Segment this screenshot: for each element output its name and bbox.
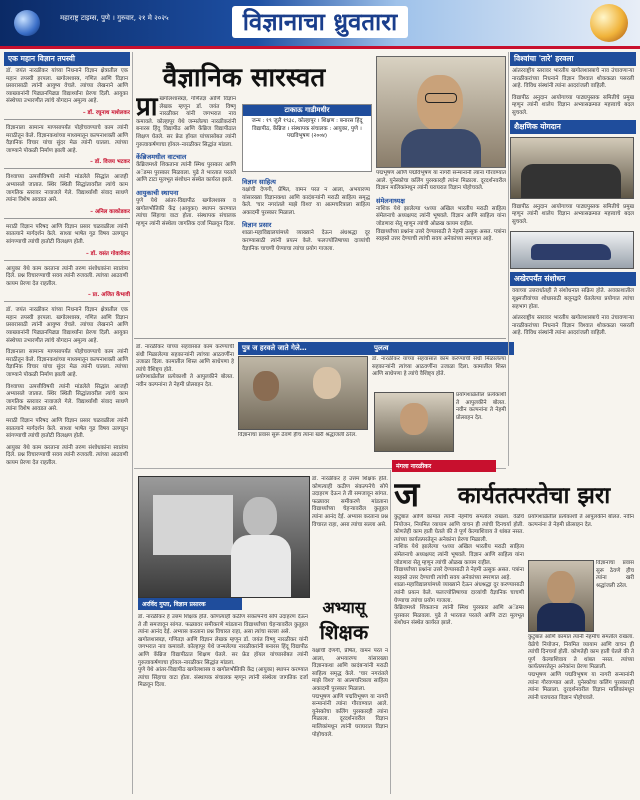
portrait-photo-small [374, 392, 454, 452]
author-tag: अरविंद गुप्ता, विज्ञान प्रसारक [138, 598, 242, 610]
author-tag: मंगला नारळीकर [392, 460, 496, 472]
section-divider [134, 338, 506, 339]
subhead: विज्ञान प्रसार [242, 221, 272, 230]
column-divider [390, 470, 391, 794]
left-section-body: विश्वाच्या उत्पत्तीविषयी त्यांनी मांडलेले सिद्धांत आजही अभ्यासले जातात. स्थिर स्थिती सिद्धांतावरील त्यांचे काम जागतिक स्तरावर नावाजले गेले. विद्यार्थ्यांशी संवाद साधणे त्यांना विशेष आवडत असे. [6, 174, 128, 204]
subhead: संमेलनाध्यक्ष [376, 196, 405, 205]
article-column [242, 174, 370, 334]
article-text: शाळा-महाविद्यालयांमध्ये व्याख्याने देऊन अंधश्रद्धा दूर करण्यासाठी त्यांनी प्रयत्न केले. फलज्योतिषाच्या दाव्यांची वैज्ञानिक चाचणी घेण्याचा त्यांचा प्रयोग गाजला. [394, 582, 524, 604]
left-section-body: मराठी विज्ञान परिषद आणि विज्ञान प्रसार चळवळीला त्यांनी सातत्याने मार्गदर्शन केले. साध्या भाषेत गूढ विषय उलगडून सांगण्याची त्यांची हातोटी विलक्षण होती. [6, 418, 128, 440]
article-column [138, 614, 308, 794]
right-section-body: वयाच्या उत्तरार्धातही ते संशोधनात सक्रिय होते. अवकाशातील सूक्ष्मजीवांच्या शोधासाठी बलूनद्वारे घेतलेल्या प्रयोगात त्यांचा सहभाग होता. [512, 288, 634, 310]
article-column [372, 356, 506, 390]
article-text: पुणे येथे आंतर-विद्यापीठ खगोलशास्त्र व खगोलभौतिकी केंद्र (आयुका) स्थापन करण्यात त्यांचा सिंहाचा वाटा होता. संस्थापक संचालक म्हणून त्यांनी संस्थेला जागतिक दर्जा मिळवून दिला. [136, 197, 236, 227]
right-section-body: आंतरराष्ट्रीय स्तरावर भारतीय खगोलशास्त्राचे नाव उंचावणाऱ्या नारळीकरांच्या निधनाने विज्ञान विश्वात शोककळा पसरली आहे. विविध संस्थांनी त्यांना आदरांजली वाहिली. [512, 68, 634, 90]
right-section-body: विद्यापीठ अनुदान आयोगाच्या पाठ्यपुस्तक समितीचे प्रमुख म्हणून त्यांनी शालेय विज्ञान अभ्यासक्रमात महत्त्वाचे बदल सुचवले. [512, 203, 634, 225]
left-section-body: डॉ. जयंत नारळीकर यांच्या निधनाने विज्ञान क्षेत्रातील एक महान तपस्वी हरपला. खगोलशास्त्र, गणित आणि विज्ञान प्रसारासाठी त्यांनी आयुष्य वेचले. त्यांच्या लेखनाने आणि व्याख्यानांनी पिढ्यानपिढ्या विद्यार्थ्यांना प्रेरणा दिली. आयुका संस्थेच्या उभारणीत त्यांचे योगदान अमूल्य आहे. [6, 307, 128, 344]
left-byline: – डॉ. विजय भटकर [90, 159, 130, 166]
left-section-body: डॉ. जयंत नारळीकर यांच्या निधनाने विज्ञान क्षेत्रातील एक महान तपस्वी हरपला. खगोलशास्त्र, गणित आणि विज्ञान प्रसारासाठी त्यांनी आयुष्य वेचले. त्यांच्या लेखनाने आणि व्याख्यानांनी पिढ्यानपिढ्या विद्यार्थ्यांना प्रेरणा दिली. आयुका संस्थेच्या उभारणीत त्यांचे योगदान अमूल्य आहे. [6, 68, 128, 105]
left-byline: – डॉ. रघुनाथ माशेलकर [82, 109, 130, 116]
article-text: प्रयोगशाळेतील प्रत्येकाशी ते आपुलकीने बोलत. नवीन कल्पनांना ते नेहमी प्रोत्साहन देत. [136, 374, 234, 388]
info-box [242, 104, 372, 172]
divider [4, 119, 130, 120]
right-section-title: विश्वांचा 'तारे' हरवला [510, 52, 636, 66]
right-section-title: अखेरपर्यंत संशोधन [510, 272, 636, 286]
article-column [528, 634, 634, 794]
article-text: पुणे येथे आंतर-विद्यापीठ खगोलशास्त्र व खगोलभौतिकी केंद्र (आयुका) स्थापन करण्यात त्यांचा सिंहाचा वाटा होता. संस्थापक संचालक म्हणून त्यांनी संस्थेला जागतिक दर्जा मिळवून दिला. [138, 667, 308, 689]
group-photo [510, 137, 634, 199]
lower-left-headline [312, 596, 376, 645]
masthead-rule [0, 46, 640, 49]
left-byline: – प्रा. अजित केंभावी [88, 292, 130, 299]
article-column [312, 476, 388, 594]
band-heading: पुलत्व [370, 342, 514, 355]
vehicle-photo [510, 231, 634, 269]
article-column [238, 432, 366, 460]
article-column [136, 96, 236, 334]
article-text: यक्षांची देणगी, प्रेषित, वामन परत न आला, अभयारण्य यांसारख्या विज्ञानकथा आणि कादंबऱ्यांनी मराठी साहित्य समृद्ध केले. 'चार नगरांतले माझे विश्व' या आत्मचरित्राला साहित्य अकादमी पुरस्कार मिळाला. [242, 187, 370, 216]
left-section-body: विश्वाच्या उत्पत्तीविषयी त्यांनी मांडलेले सिद्धांत आजही अभ्यासले जातात. स्थिर स्थिती सिद्धांतावरील त्यांचे काम जागतिक स्तरावर नावाजले गेले. विद्यार्थ्यांशी संवाद साधणे त्यांना विशेष आवडत असे. [6, 383, 128, 413]
left-column [4, 52, 130, 794]
article-text: यक्षांची देणगी, प्रेषित, वामन परत न आला, अभयारण्य यांसारख्या विज्ञानकथा आणि कादंबऱ्यांनी मराठी साहित्य समृद्ध केले. 'चार नगरांतले माझे विश्व' या आत्मचरित्राला साहित्य अकादमी पुरस्कार मिळाला. [312, 648, 388, 692]
main-headline: वैज्ञानिक सारस्वत [162, 63, 326, 93]
drop-cap: ज [394, 478, 420, 515]
divider [4, 218, 130, 219]
right-column [510, 52, 636, 464]
divider [4, 301, 130, 302]
article-text: विद्यार्थ्यांच्या प्रश्नांना उत्तरे देण्यासाठी ते नेहमी उत्सुक असत. पत्रांना स्वहस्ते उत्तर देण्याची त्यांची सवय अनेकांच्या स्मरणात आहे. [376, 228, 506, 243]
article-text: डॉ. नारळीकर यांच्या सहवासात काम करण्याची संधी मिळालेल्या सहकाऱ्यांनी त्यांच्या आठवणींना उजाळा दिला. कामातील शिस्त आणि साधेपणा हे त्यांचे वैशिष्ट्य होते. [136, 344, 234, 373]
left-section-body: आयुका येथे काम करताना त्यांनी तरुण संशोधकांना स्वातंत्र्य दिले. प्रश्न विचारण्याची सवय त्यांनी रुजवली. त्यांच्या आठवणी कायम प्रेरणा देत राहतील. [6, 444, 128, 466]
left-section-body: विज्ञानाला सामान्य माणसापर्यंत पोहोचवण्याचे काम त्यांनी मराठीतून केले. विज्ञानकथांच्या माध्यमातून कल्पनाशक्ती आणि वैज्ञानिक विचार यांचा सुंदर मेळ त्यांनी घातला. त्यांच्या जाण्याने पोकळी निर्माण झाली आहे. [6, 124, 128, 154]
article-text: डॉ. नारळीकर हे उत्तम शिक्षक होते. कोणत्याही कठीण संकल्पनेचे सोपे उदाहरण देऊन ते ती समजावून सांगत. फळ्यावर समीकरणे मांडताना विद्यार्थ्यांच्या चेहऱ्यावरील कुतूहल त्यांना आनंद देई. अभ्यास करताना प्रश्न विचारत राहा, असा त्यांचा सल्ला असे. [312, 476, 388, 528]
article-text: नाशिक येथे झालेल्या ९४व्या अखिल भारतीय मराठी साहित्य संमेलनाचे अध्यक्षपद त्यांनी भूषवले. विज्ञान आणि साहित्य यांना जोडणारा सेतू म्हणून त्यांची ओळख कायम राहील. [394, 544, 524, 566]
right-section-body: आंतरराष्ट्रीय स्तरावर भारतीय खगोलशास्त्राचे नाव उंचावणाऱ्या नारळीकरांच्या निधनाने विज्ञान विश्वात शोककळा पसरली आहे. विविध संस्थांनी त्यांना आदरांजली वाहिली. [512, 315, 634, 337]
article-text: शाळा-महाविद्यालयांमध्ये व्याख्याने देऊन अंधश्रद्धा दूर करण्यासाठी त्यांनी प्रयत्न केले. फलज्योतिषाच्या दाव्यांची वैज्ञानिक चाचणी घेण्याचा त्यांचा प्रयोग गाजला. [242, 230, 370, 252]
drop-cap: प्रा [136, 96, 158, 122]
right-section-body: विद्यापीठ अनुदान आयोगाच्या पाठ्यपुस्तक समितीचे प्रमुख म्हणून त्यांनी शालेय विज्ञान अभ्यासक्रमात महत्त्वाचे बदल सुचवले. [512, 94, 634, 116]
left-section-body: आयुका येथे काम करताना त्यांनी तरुण संशोधकांना स्वातंत्र्य दिले. प्रश्न विचारण्याची सवय त्यांनी रुजवली. त्यांच्या आठवणी कायम प्रेरणा देत राहतील. [6, 265, 128, 287]
headline-line-1: अभ्यासू [322, 598, 366, 617]
article-text: पद्मभूषण आणि पद्मविभूषण या नागरी सन्मानांनी त्यांना गौरवण्यात आले. युनेस्कोचा कलिंग पुरस्कारही त्यांना मिळाला. दूरदर्शनवरील विज्ञान मालिकांमधून त्यांनी घराघरात विज्ञान पोहोचवले. [376, 170, 506, 192]
article-text: डॉ. नारळीकर हे उत्तम शिक्षक होते. कोणत्याही कठीण संकल्पनेचे सोपे उदाहरण देऊन ते ती समजावून सांगत. फळ्यावर समीकरणे मांडताना विद्यार्थ्यांच्या चेहऱ्यावरील कुतूहल त्यांना आनंद देई. अभ्यास करताना प्रश्न विचारत राहा, असा त्यांचा सल्ला असे. [138, 614, 308, 636]
article-text: कुटुंबात आणि कामात त्यांनी नेहमीच समतोल राखला. वेळेचे नियोजन, नियमित व्यायाम आणि वाचन ही त्यांची दिनचर्या होती. कोणतेही काम हाती घेतले की ते पूर्ण केल्याशिवाय ते थांबत नसत. त्यांच्या कार्यतत्परतेतून अनेकांना प्रेरणा मिळाली. [394, 514, 524, 543]
article-text: डॉ. नारळीकर यांच्या सहवासात काम करण्याची संधी मिळालेल्या सहकाऱ्यांनी त्यांच्या आठवणींना उजाळा दिला. कामातील शिस्त आणि साधेपणा हे त्यांचे वैशिष्ट्य होते. [372, 356, 506, 378]
article-text: पद्मभूषण आणि पद्मविभूषण या नागरी सन्मानांनी त्यांना गौरवण्यात आले. युनेस्कोचा कलिंग पुरस्कारही त्यांना मिळाला. दूरदर्शनवरील विज्ञान मालिकांमधून त्यांनी घराघरात विज्ञान पोहोचवले. [528, 671, 634, 701]
portrait-photo [376, 56, 506, 168]
article-text: विद्यार्थ्यांच्या प्रश्नांना उत्तरे देण्यासाठी ते नेहमी उत्सुक असत. पत्रांना स्वहस्ते उत्तर देण्याची त्यांची सवय अनेकांच्या स्मरणात आहे. [394, 567, 524, 581]
portrait-photo-small [528, 560, 594, 632]
article-text: प्रयोगशाळेतील प्रत्येकाशी ते आपुलकीने बोलत. नवीन कल्पनांना ते नेहमी प्रोत्साहन देत. [528, 514, 634, 528]
right-section-title: शैक्षणिक योगदान [510, 120, 636, 134]
left-byline: – अनिल काकोडकर [90, 208, 130, 215]
band-heading: पुत्र ज हरवले जाते गेले… [238, 342, 370, 355]
left-section-body: विज्ञानाला सामान्य माणसापर्यंत पोहोचवण्याचे काम त्यांनी मराठीतून केले. विज्ञानकथांच्या माध्यमातून कल्पनाशक्ती आणि वैज्ञानिक विचार यांचा सुंदर मेळ त्यांनी घातला. त्यांच्या जाण्याने पोकळी निर्माण झाली आहे. [6, 349, 128, 379]
planet-icon [14, 10, 40, 36]
info-box-title: टाकाऊ गाडीमधीर [243, 105, 371, 116]
column-divider [132, 52, 133, 794]
subhead: केंब्रिजमधील वाटचाल [136, 153, 187, 162]
left-section-body: मराठी विज्ञान परिषद आणि विज्ञान प्रसार चळवळीला त्यांनी सातत्याने मार्गदर्शन केले. साध्या भाषेत गूढ विषय उलगडून सांगण्याची त्यांची हातोटी विलक्षण होती. [6, 223, 128, 245]
article-column [312, 648, 388, 794]
group-photo [238, 356, 368, 430]
article-text: कुटुंबात आणि कामात त्यांनी नेहमीच समतोल राखला. वेळेचे नियोजन, नियमित व्यायाम आणि वाचन ही त्यांची दिनचर्या होती. कोणतेही काम हाती घेतले की ते पूर्ण केल्याशिवाय ते थांबत नसत. त्यांच्या कार्यतत्परतेतून अनेकांना प्रेरणा मिळाली. [528, 634, 634, 671]
info-box-body: जन्म : १९ जुलै १९३८, कोल्हापूर । शिक्षण : बनारस हिंदू विद्यापीठ, केंब्रिज । संस्थापक संचालक : आयुका, पुणे । पद्मविभूषण (२००४) [251, 118, 363, 139]
divider [4, 260, 130, 261]
article-column [394, 514, 524, 794]
article-text: केंब्रिजमध्ये शिकताना त्यांनी स्मिथ पुरस्कार आणि अॅडम्स पुरस्कार मिळवला. पुढे ते भारतात परतले आणि टाटा मूलभूत संशोधन संस्थेत कार्यरत झाले. [394, 605, 524, 627]
subhead: विज्ञान साहित्य [242, 178, 276, 186]
article-text: विज्ञानाचा प्रवास सुरू ठेवणे हीच त्यांना खरी श्रद्धांजली ठरेल. [238, 432, 357, 438]
article-text: खगोलशास्त्रज्ञ, गणितज्ञ आणि विज्ञान लेखक म्हणून डॉ. जयंत विष्णू नारळीकर यांनी जगभरात नाव कमावले. कोल्हापूर येथे जन्मलेल्या नारळीकरांनी बनारस हिंदू विद्यापीठ आणि केंब्रिज विद्यापीठात शिक्षण घेतले. सर फ्रेड हॉयल यांच्यासोबत त्यांनी गुरुत्वाकर्षणाचा हॉयल–नारळीकर सिद्धांत मांडला. [136, 96, 236, 148]
left-byline: – डॉ. वसंत गोवारीकर [85, 250, 130, 257]
blackboard-photo [138, 476, 310, 598]
masthead-subtitle: महाराष्ट्र टाइम्स, पुणे । गुरुवार, २१ मे २०२५ [60, 14, 169, 22]
left-section-title: एक महान विज्ञान तपस्वी [4, 52, 130, 66]
article-column [456, 392, 506, 452]
article-text: प्रयोगशाळेतील प्रत्येकाशी ते आपुलकीने बोलत. नवीन कल्पनांना ते नेहमी प्रोत्साहन देत. [456, 392, 506, 421]
article-text: खगोलशास्त्रज्ञ, गणितज्ञ आणि विज्ञान लेखक म्हणून डॉ. जयंत विष्णू नारळीकर यांनी जगभरात नाव कमावले. कोल्हापूर येथे जन्मलेल्या नारळीकरांनी बनारस हिंदू विद्यापीठ आणि केंब्रिज विद्यापीठात शिक्षण घेतले. सर फ्रेड हॉयल यांच्यासोबत त्यांनी गुरुत्वाकर्षणाचा हॉयल–नारळीकर सिद्धांत मांडला. [138, 636, 308, 666]
article-text: विज्ञानाचा प्रवास सुरू ठेवणे हीच त्यांना खरी श्रद्धांजली ठरेल. [596, 560, 634, 589]
article-column [596, 560, 634, 630]
sun-icon [590, 4, 628, 42]
column-divider [508, 52, 509, 466]
headline-line-2: शिक्षक [319, 620, 369, 644]
article-column [376, 170, 506, 334]
subhead: आयुकाची स्थापना [136, 188, 179, 197]
article-text: पद्मभूषण आणि पद्मविभूषण या नागरी सन्मानांनी त्यांना गौरवण्यात आले. युनेस्कोचा कलिंग पुरस्कारही त्यांना मिळाला. दूरदर्शनवरील विज्ञान मालिकांमधून त्यांनी घराघरात विज्ञान पोहोचवले. [312, 693, 388, 738]
masthead-title: विज्ञानाचा ध्रुवतारा [232, 6, 408, 38]
lower-right-headline: कार्यतत्परतेचा झरा [457, 482, 611, 509]
divider [4, 168, 130, 169]
article-column [136, 344, 234, 454]
masthead [0, 0, 640, 46]
article-text: नाशिक येथे झालेल्या ९४व्या अखिल भारतीय मराठी साहित्य संमेलनाचे अध्यक्षपद त्यांनी भूषवले. विज्ञान आणि साहित्य यांना जोडणारा सेतू म्हणून त्यांची ओळख कायम राहील. [376, 205, 506, 227]
article-column [528, 514, 634, 558]
article-text: केंब्रिजमध्ये शिकताना त्यांनी स्मिथ पुरस्कार आणि अॅडम्स पुरस्कार मिळवला. पुढे ते भारतात परतले आणि टाटा मूलभूत संशोधन संस्थेत कार्यरत झाले. [136, 162, 236, 184]
